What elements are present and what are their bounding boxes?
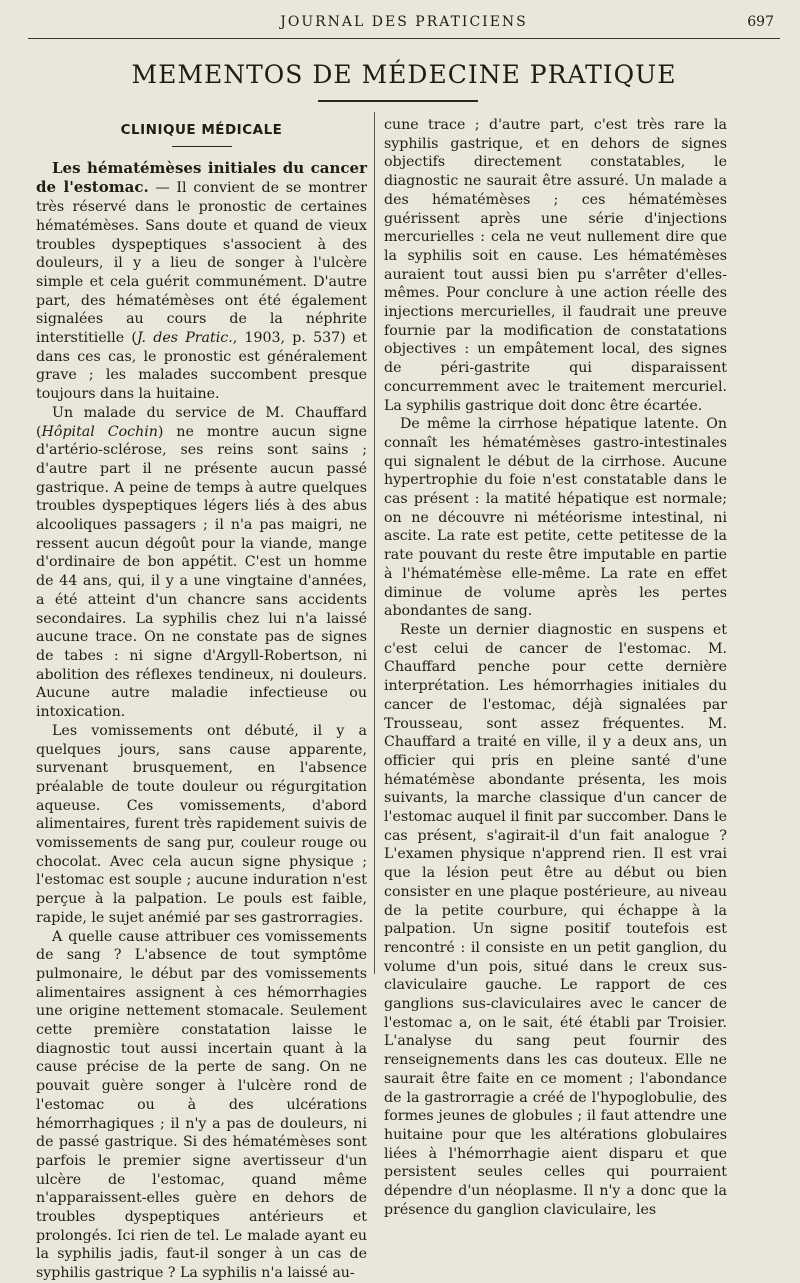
- page-title: MEMENTOS DE MÉDECINE PRATIQUE: [131, 60, 677, 89]
- section-rule: [172, 146, 232, 147]
- paragraph: [36, 404, 367, 722]
- paragraph: De même la cirrhose hépatique latente. On connaît les hématémèses gastro-intestinales qui signalent le début de la cirrhose. Aucune hypertrophie du foie n'est constatable dans le cas présent : la matité hépatique est normale; on ne découvre ni météorisme intestinal, ni ascite. La rate est petite, cette petitesse de la rate pouvant du reste être imputable en partie à l'hématémèse elle-même. La rate en effet diminue de volume après les pertes abondantes de sang.: [384, 416, 727, 620]
- citation: J. des Pratic.: [136, 330, 233, 347]
- left-column: [36, 112, 367, 1283]
- paragraph: cune trace ; d'autre part, c'est très rare la syphilis gastrique, et en dehors de signes objectifs directement constatables, le diagnostic ne saurait être assuré. Un malade a des hématémèses ; ces hématémèses guérissent après une série d'injections mercurielles : cela ne veut nullement dire que la syphilis soit en cause. Les hématémèses auraient tout aussi bien pu s'arrêter d'elles-mêmes. Pour conclure à une action réelle des injections mercurielles, il faudrait une preuve fournie par la modification de constatations objectives : un empâtement local, des signes de péri-gastrite qui disparaissent concurremment avec le traitement mercuriel. La syphilis gastrique doit donc être écartée.: [384, 117, 727, 414]
- section-title: CLINIQUE MÉDICALE: [120, 122, 283, 138]
- paragraph-text: ) ne montre aucun signe d'artério-sclérose, ses reins sont sains ; d'autre part il ne présente aucun passé gastrique. A peine de temps à autre quelques troubles dyspeptiques légers liés à des abus alcooliques passagers ; il n'a pas maigri, ne ressent aucun dégoût pour la viande, mange d'ordinaire de bon appétit. C'est un homme de 44 ans, qui, il y a une vingtaine d'années, a été atteint d'un chancre sans accidents secondaires. La syphilis chez lui n'a laissé aucune trace. On ne constate pas de signes de tabes : ni signe d'Argyll-Robertson, ni abolition des réflexes tendineux, ni douleurs. Aucune autre maladie infectieuse ou intoxication.: [36, 423, 367, 721]
- hospital-name: Hôpital Cochin: [41, 423, 158, 440]
- running-header: [28, 10, 780, 39]
- title-rule: [318, 100, 478, 102]
- paragraph: Les vomissements ont débuté, il y a quelques jours, sans cause apparente, survenant brusquement, en l'absence préalable de toute douleur ou régurgitation aqueuse. Ces vomissements, d'abord alimentaires, furent très rapidement suivis de vomissements de sang pur, couleur rouge ou chocolat. Avec cela aucun signe physique ; l'estomac est souple ; aucune induration n'est perçue à la palpation. Le pouls est faible, rapide, le sujet anémié par ses gastrorragies.: [36, 722, 367, 926]
- paragraph-text: Un malade du service de M. Chauffard (: [36, 404, 367, 440]
- page-number: 697: [747, 14, 774, 30]
- paragraph-text: , 1903, p. 537) et dans ces cas, le pronostic est généralement grave ; les malades succombent presque toujours dans la huitaine.: [36, 330, 367, 403]
- article-lead: Les hématémèses initiales du cancer de l'estomac.: [36, 158, 367, 197]
- paragraph: Reste un dernier diagnostic en suspens et c'est celui de cancer de l'estomac. M. Chauffard penche pour cette dernière interprétation. Les hémorrhagies initiales du cancer de l'estomac, déjà signalées par Trousseau, sont assez fréquentes. M. Chauffard a traité en ville, il y a deux ans, un officier qui pris en pleine santé d'une hématémèse abondante présenta, les mois suivants, la marche classique d'un cancer de l'estomac auquel il finit par succomber. Dans le cas présent, s'agirait-il d'un fait analogue ? L'examen physique n'apprend rien. Il est vrai que la lésion peut être au début ou bien consister en une plaque postérieure, au niveau de la petite courbure, qui échappe à la palpation. Un signe positif toutefois est rencontré : il consiste en un petit ganglion, du volume d'un pois, situé dans le creux sus-claviculaire gauche. Le rapport de ces ganglions sus-claviculaires avec le cancer de l'estomac a, on le sait, été établi par Troisier. L'analyse du sang peut fournir des renseignements dans les cas douteux. Elle ne saurait être faite en ce moment ; l'abondance de la gastrorragie a créé de l'hypoglobulie, des formes jeunes de globules ; il faut attendre une huitaine pour que les altérations globulaires liées à l'hémorrhagie aient disparu et que persistent seules celles qui pourraient dépendre d'un néoplasme. Il n'y a donc que la présence du ganglion claviculaire, les: [384, 621, 727, 1218]
- column-divider: [374, 112, 375, 974]
- right-column: [384, 116, 727, 1219]
- paragraph-text: — Il convient de se montrer très réservé dans le pronostic de certaines hématémèses. Sans doute et quand de vieux troubles dyspeptiques s'associent à des douleurs, il y a lieu de songer à l'ulcère simple et cela guérit communément. D'autre part, des hématémèses ont été également signalées au cours de la néphrite interstitielle (: [36, 180, 368, 347]
- paragraph: A quelle cause attribuer ces vomissements de sang ? L'absence de tout symptôme pulmonaire, le début par des vomissements alimentaires assignent à ces hémorrhagies une origine nettement stomacale. Seulement cette première constatation laisse le diagnostic tout aussi incertain quant à la cause précise de la perte de sang. On ne pouvait guère songer à l'ulcère rond de l'estomac ou à des ulcérations hémorrhagiques ; il n'y a pas de douleurs, ni de passé gastrique. Si des hématémèses sont parfois le premier signe avertisseur d'un ulcère de l'estomac, quand même n'apparaissent-elles guère en dehors de troubles dyspeptiques antérieurs et prolongés. Ici rien de tel. Le malade ayant eu la syphilis jadis, faut-il songer à un cas de syphilis gastrique ? La syphilis n'a laissé au-: [36, 928, 367, 1282]
- paragraph: [36, 159, 367, 404]
- journal-title: JOURNAL DES PRATICIENS: [280, 14, 528, 30]
